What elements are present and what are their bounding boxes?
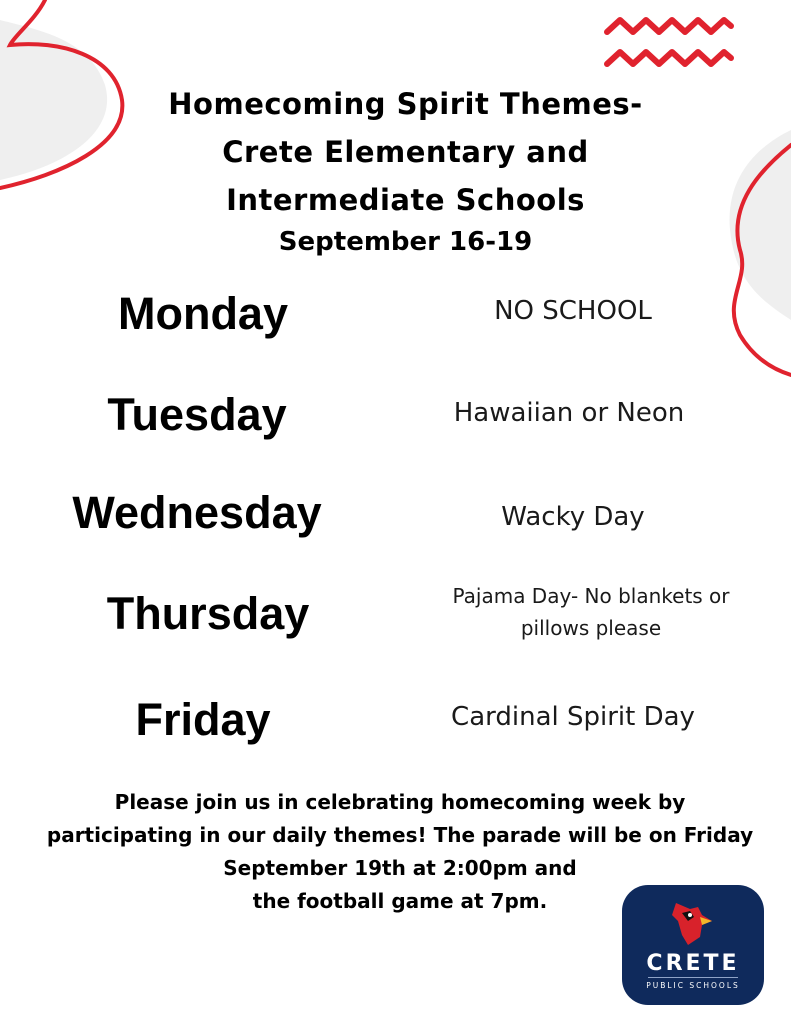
- logo-divider: [648, 977, 738, 978]
- theme-friday: Cardinal Spirit Day: [451, 702, 695, 732]
- footer-line: Please join us in celebrating homecoming week by: [114, 790, 686, 814]
- day-tuesday: Tuesday: [107, 389, 287, 440]
- theme-monday: NO SCHOOL: [494, 296, 652, 326]
- day-monday: Monday: [117, 288, 288, 339]
- title-line: Intermediate Schools: [226, 183, 585, 217]
- day-wednesday: Wednesday: [72, 487, 322, 538]
- cardinal-icon: [668, 899, 718, 949]
- page-title: [0, 80, 791, 224]
- theme-wednesday: Wacky Day: [501, 502, 645, 532]
- day-thursday: Thursday: [106, 588, 310, 639]
- crete-logo: [622, 885, 764, 1005]
- theme-tuesday: Hawaiian or Neon: [453, 398, 685, 428]
- footer-line: the football game at 7pm.: [252, 889, 548, 913]
- date-range: September 16-19: [278, 227, 533, 257]
- title-line: Crete Elementary and: [222, 135, 589, 169]
- zigzag-top: [607, 20, 731, 32]
- theme-thursday-line: pillows please: [520, 616, 662, 640]
- theme-thursday-line: Pajama Day- No blankets or: [452, 584, 730, 608]
- theme-thursday: [406, 580, 776, 644]
- footer-line: September 19th at 2:00pm and: [223, 856, 577, 880]
- title-line: Homecoming Spirit Themes-: [168, 87, 643, 121]
- zigzag-bottom: [607, 52, 731, 64]
- day-friday: Friday: [135, 694, 271, 745]
- logo-name: CRETE: [646, 951, 740, 976]
- footer-line: participating in our daily themes! The parade will be on Friday: [46, 823, 754, 847]
- logo-subtitle: PUBLIC SCHOOLS: [646, 981, 740, 990]
